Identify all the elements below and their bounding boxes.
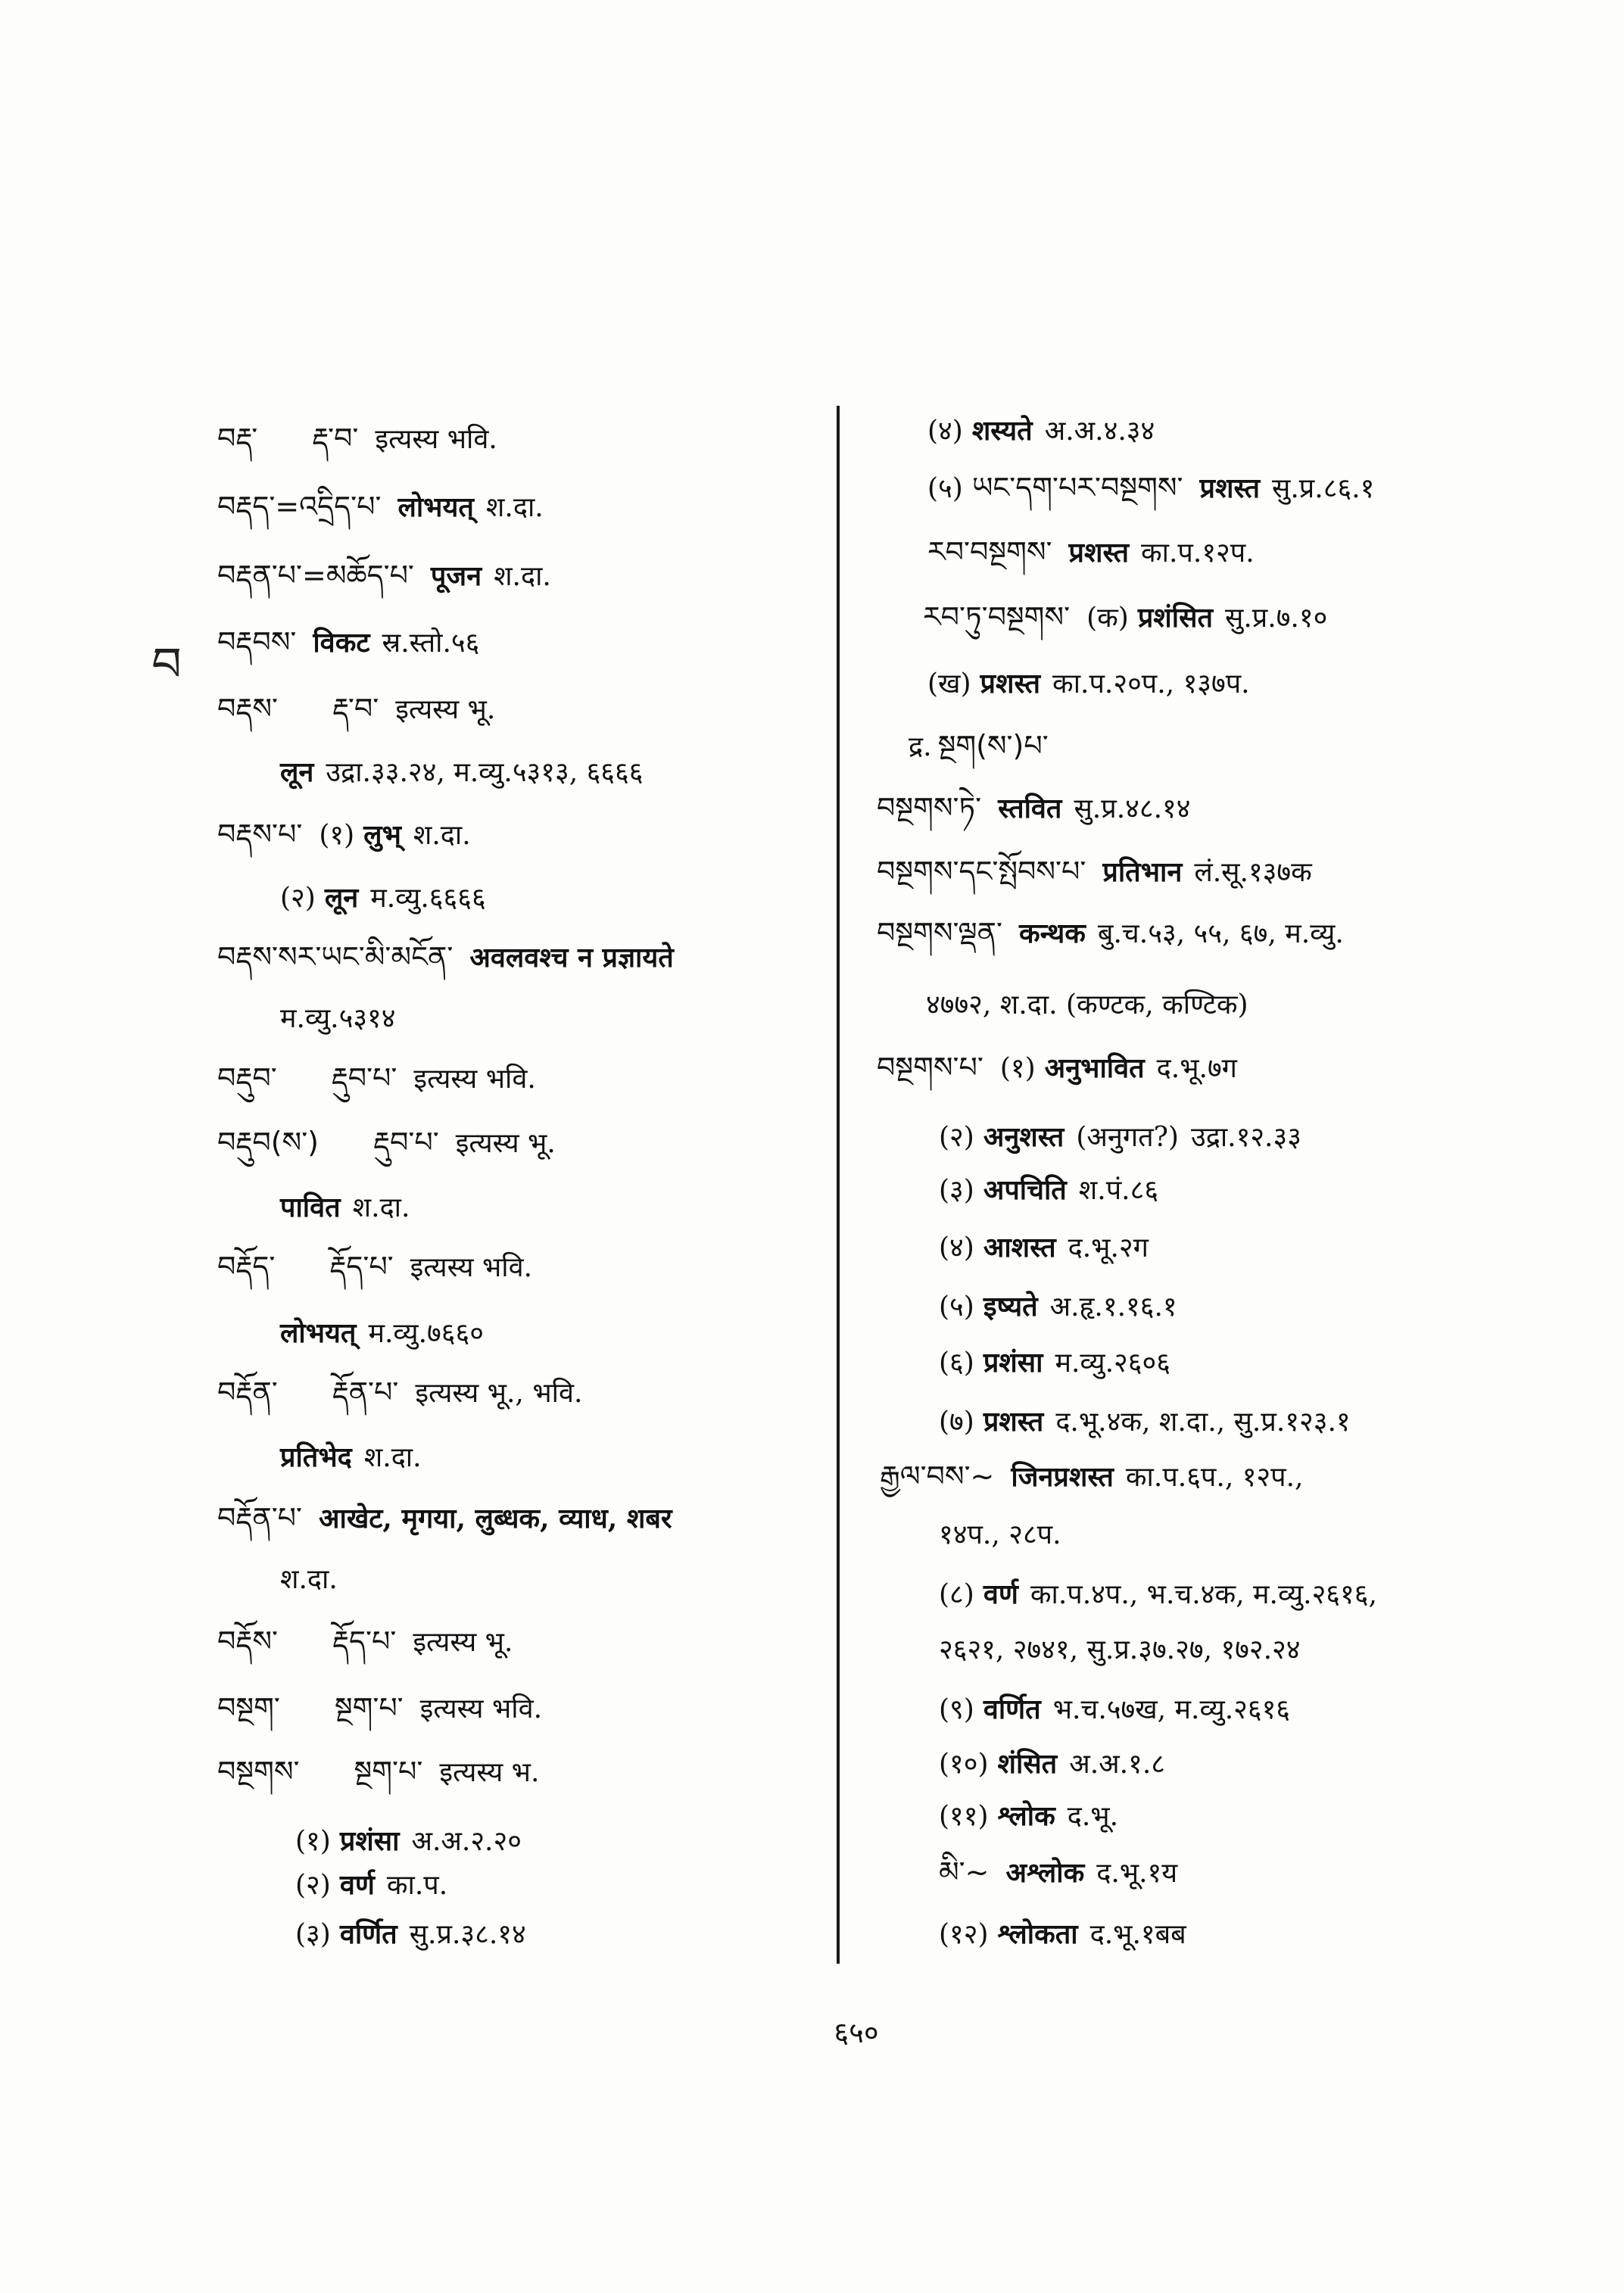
sense-number: (५): [939, 1291, 974, 1323]
source-reference: श.दा.: [363, 1442, 422, 1473]
tibetan-headword: བརྡན་པ་=མཆོད་པ་: [217, 559, 414, 592]
tibetan-root: རྡོད་པ་: [329, 1250, 394, 1283]
sense-number: (१): [319, 820, 355, 851]
source-reference: उद्रा.३३.२४, म.व्यु.५३१३, ६६६६: [326, 757, 644, 788]
tibetan-phrase: ཡང་དག་པར་བསྔགས་: [971, 471, 1183, 504]
tibetan-headword: བསྔགས་པ་: [877, 1051, 983, 1084]
entry-line: [295, 1866, 454, 1904]
source-reference: द.भू.१बब: [1089, 1919, 1186, 1950]
entry-line: [926, 986, 1255, 1024]
tibetan-headword: བརྡད་=འདྲིད་པ་: [217, 490, 382, 523]
page-number: ६५०: [834, 2016, 879, 2049]
sense-number: (क): [1086, 603, 1129, 634]
sanskrit-equivalent: लून: [324, 882, 359, 914]
sanskrit-equivalent: अनुशस्त: [983, 1121, 1064, 1153]
sanskrit-equivalent: प्रशस्त: [980, 668, 1041, 699]
source-reference: श.दा.: [280, 1564, 338, 1595]
tibetan-root: རྡུབ་པ་: [373, 1126, 439, 1159]
source-reference: उद्रा.१२.३३: [1190, 1122, 1301, 1153]
entry-line: [877, 852, 1318, 890]
entry-line: [217, 1499, 684, 1537]
sense-number: (७): [939, 1407, 974, 1438]
grammar-note: इत्यस्य भ.: [439, 1757, 540, 1788]
entry-line: [939, 1853, 1183, 1891]
sanskrit-equivalent: प्रतिभेद: [280, 1441, 352, 1473]
sanskrit-equivalent: पूजन: [430, 560, 482, 592]
sense-number: (४): [927, 416, 963, 447]
source-reference: लं.सू.१३७क: [1194, 857, 1312, 888]
tibetan-root: རྡ་བ་: [312, 422, 359, 455]
sense-number: (३): [939, 1175, 974, 1206]
sanskrit-equivalent: प्रशंसा: [339, 1825, 400, 1857]
sanskrit-equivalent: शंसित: [997, 1748, 1058, 1780]
entry-line: [280, 1561, 344, 1599]
entry-line: [295, 1822, 528, 1860]
source-reference: सु.प्र.३८.१४: [409, 1919, 526, 1950]
tibetan-root: སྔག་པ་: [354, 1755, 423, 1788]
sense-number: (६): [939, 1347, 974, 1379]
entry-line: [217, 1123, 562, 1161]
tibetan-phrase: རྒྱལ་བས་~: [880, 1460, 995, 1493]
tibetan-headword: བསྔགས་ཏེ་: [877, 791, 982, 824]
tibetan-headword: བརྡོན་པ་: [217, 1501, 303, 1534]
source-reference: का.प.२०प., १३७प.: [1052, 668, 1250, 699]
entry-line: [280, 1189, 416, 1226]
alternate-reading: (अनुगत?): [1076, 1122, 1179, 1153]
source-reference: बु.च.५३, ५५, ६७, म.व्यु.: [1097, 918, 1344, 949]
source-reference: श.दा.: [485, 492, 544, 523]
sanskrit-equivalent: प्रशंसा: [983, 1347, 1043, 1379]
tibetan-headword: བརྡོས་: [217, 1625, 278, 1658]
entry-line: [939, 1344, 1177, 1382]
tibetan-headword: བསྔག་: [217, 1691, 280, 1724]
entry-line: [280, 1438, 428, 1476]
source-reference: का.प.६प., १२प.,: [1125, 1462, 1304, 1493]
source-reference: म.व्यु.६६६६: [370, 883, 486, 914]
right-column: [844, 0, 1624, 2293]
sanskrit-equivalent: प्रतिभान: [1102, 856, 1183, 888]
source-reference: द.भू.: [1067, 1801, 1119, 1832]
sanskrit-equivalent: अवलवश्च न प्रज्ञायते: [469, 942, 674, 974]
sanskrit-equivalent: जिनप्रशस्त: [1011, 1461, 1114, 1493]
entry-line: [217, 1059, 542, 1097]
sense-number: (२): [280, 883, 316, 914]
entry-line: [939, 1288, 1183, 1326]
tibetan-headword: བརྡ་: [217, 422, 258, 455]
entry-line: [217, 556, 557, 594]
sanskrit-equivalent: वर्ण: [339, 1869, 375, 1901]
source-reference: द.भू.१य: [1096, 1858, 1178, 1889]
tibetan-headword: བསྔགས་ལྡན་: [877, 916, 1002, 949]
grammar-note: इत्यस्य भवि.: [413, 1064, 536, 1095]
source-reference: श.दा.: [352, 1192, 410, 1223]
sanskrit-equivalent: वर्ण: [983, 1578, 1018, 1610]
source-reference: सु.प्र.४८.१४: [1074, 793, 1191, 824]
entry-line: [217, 1752, 545, 1790]
tibetan-root: རྡུབ་པ་: [331, 1061, 397, 1095]
source-reference: अ.अ.२.२०: [411, 1826, 522, 1857]
grammar-note: इत्यस्य भू.: [395, 694, 496, 725]
sanskrit-equivalent: प्रशस्त: [983, 1406, 1044, 1438]
sense-number: (८): [939, 1579, 974, 1610]
sense-number: (२): [295, 1870, 331, 1901]
source-reference: द.भू.२ग: [1068, 1232, 1149, 1263]
sanskrit-equivalent: प्रशस्त: [1199, 472, 1261, 504]
cross-reference-marker: द्र.: [909, 731, 932, 762]
entry-line: [280, 879, 492, 917]
grammar-note: इत्यस्य भू., भवि.: [415, 1378, 583, 1409]
source-reference: अ.अ.१.८: [1069, 1749, 1165, 1780]
sanskrit-equivalent: विकट: [313, 627, 370, 659]
sanskrit-equivalent: प्रशंसित: [1137, 602, 1213, 634]
entry-line: [927, 412, 1161, 450]
sanskrit-equivalent: पावित: [280, 1192, 341, 1223]
sanskrit-equivalent: आखेट, मृगया, लुब्धक, व्याध, शबर: [319, 1503, 672, 1534]
entry-line: [939, 1403, 1357, 1441]
entry-line: [877, 914, 1350, 952]
sense-number: (१०): [939, 1749, 989, 1780]
sanskrit-equivalent: अनुभावित: [1044, 1052, 1145, 1084]
tibetan-headword: བརྡས་: [217, 692, 278, 725]
entry-line: [217, 1689, 548, 1727]
sanskrit-equivalent: श्लोकता: [997, 1918, 1078, 1950]
sense-number: (३): [295, 1919, 331, 1950]
entry-line: [927, 469, 1380, 506]
sanskrit-equivalent: शस्यते: [971, 415, 1033, 447]
source-reference: का.प.: [386, 1870, 448, 1901]
source-reference: अ.अ.४.३४: [1044, 416, 1155, 447]
source-reference: अ.हृ.१.१६.१: [1049, 1291, 1177, 1323]
source-reference: म.व्यु.५३१४: [280, 1003, 396, 1034]
sanskrit-equivalent: इष्यते: [983, 1291, 1038, 1323]
entry-line: [877, 1048, 1243, 1086]
source-reference: १४प., २८प.: [939, 1519, 1061, 1550]
grammar-note: इत्यस्य भू.: [413, 1627, 513, 1658]
entry-line: [877, 789, 1196, 827]
entry-line: [923, 598, 1333, 636]
entry-line: [280, 1000, 402, 1038]
entry-line: [217, 1622, 519, 1660]
sanskrit-equivalent: लोभयत्: [397, 491, 474, 523]
sense-number: (४): [939, 1232, 974, 1263]
source-reference: म.व्यु.२६०६: [1055, 1347, 1170, 1379]
sanskrit-equivalent: लोभयत्: [280, 1317, 357, 1349]
source-reference: म.व्यु.७६६०: [368, 1318, 484, 1349]
tibetan-phrase: རབ་ཏུ་བསྔགས་: [923, 600, 1071, 634]
source-reference: सु.प्र.७.१०: [1224, 603, 1328, 634]
entry-line: [217, 815, 477, 853]
entry-line: [939, 1575, 1383, 1613]
entry-line: [280, 1314, 490, 1352]
source-reference: श.पं.८६: [1078, 1175, 1159, 1206]
tibetan-root: རྡ་བ་: [332, 692, 379, 725]
tibetan-headword: བརྡོད་: [217, 1250, 276, 1283]
source-reference: श.दा.: [494, 561, 551, 592]
entry-line: [939, 1797, 1124, 1835]
sanskrit-equivalent: स्तवित: [998, 793, 1062, 824]
entry-line: [939, 1516, 1068, 1554]
entry-line: [217, 938, 686, 976]
grammar-note: इत्यस्य भवि.: [375, 424, 497, 455]
entry-line: [217, 623, 485, 661]
sense-number: (१): [295, 1826, 331, 1857]
entry-line: [217, 690, 501, 727]
sense-number: (१२): [939, 1919, 989, 1950]
sanskrit-equivalent: श्लोक: [997, 1800, 1055, 1832]
sense-number: (५): [927, 473, 963, 504]
entry-line: [280, 753, 649, 791]
thumb-index-marker: བ: [145, 634, 188, 695]
sanskrit-equivalent: अपचिति: [983, 1174, 1067, 1206]
tibetan-headword: བརྡབས་: [217, 625, 297, 659]
source-reference: श.दा.: [413, 820, 471, 851]
entry-line: [217, 488, 550, 525]
source-reference: का.प.४प., भ.च.४क, म.व्यु.२६१६,: [1030, 1579, 1377, 1610]
source-reference: द.भू.४क, श.दा., सु.प्र.१२३.१: [1055, 1407, 1351, 1438]
grammar-note: इत्यस्य भवि.: [419, 1693, 543, 1724]
entry-line: [927, 665, 1256, 703]
entry-line: [927, 533, 1261, 571]
entry-line: [939, 1745, 1171, 1783]
entry-line: [939, 1631, 1307, 1669]
tibetan-phrase: སྔག(ས་)པ་: [937, 729, 1049, 762]
tibetan-headword: བརྡས་པ་: [217, 818, 303, 851]
entry-line: [295, 1915, 532, 1953]
entry-line: [217, 1373, 588, 1411]
source-reference: भ.च.५७ख, म.व्यु.२६१६: [1052, 1694, 1291, 1725]
tibetan-headword: བརྡོན་: [217, 1375, 278, 1409]
grammar-note: इत्यस्य भू.: [455, 1128, 556, 1159]
sense-number: (२): [939, 1122, 974, 1153]
tibetan-root: རྡོན་པ་: [332, 1375, 399, 1409]
tibetan-headword: བརྡུབ(ས་): [217, 1126, 319, 1159]
entry-line: [939, 1229, 1155, 1266]
source-reference: २६२१, २७४१, सु.प्र.३७.२७, १७२.२४: [939, 1634, 1301, 1665]
entry-line: [939, 1915, 1192, 1953]
sanskrit-equivalent: आशस्त: [983, 1232, 1056, 1263]
tibetan-headword: བརྡུབ་: [217, 1061, 277, 1095]
source-reference: सु.प्र.८६.१: [1272, 473, 1375, 504]
tibetan-headword: བསྔགས་དང་སྤོབས་པ་: [877, 855, 1086, 888]
sanskrit-equivalent: कन्थक: [1019, 918, 1086, 949]
entry-line: [909, 727, 1065, 765]
sense-number: (१): [999, 1053, 1036, 1084]
entry-line: [880, 1457, 1310, 1495]
tibetan-root: སྔག་པ་: [334, 1691, 404, 1724]
sanskrit-equivalent: लून: [280, 756, 314, 788]
tibetan-phrase: མི་~: [939, 1855, 990, 1889]
sanskrit-equivalent: अश्लोक: [1005, 1857, 1085, 1889]
sense-number: (९): [939, 1694, 974, 1725]
sanskrit-equivalent: लुभ्: [363, 819, 401, 851]
grammar-note: इत्यस्य भवि.: [410, 1252, 533, 1283]
entry-line: [939, 1171, 1164, 1209]
entry-line: [217, 419, 503, 457]
source-reference: का.प.१२प.: [1141, 537, 1255, 569]
sense-number: (ख): [927, 668, 971, 699]
source-reference: ४७७२, श.दा. (कण्टक, कण्टिक): [926, 989, 1248, 1020]
entry-line: [939, 1690, 1296, 1728]
sanskrit-equivalent: वर्णित: [983, 1693, 1041, 1725]
source-reference: द.भू.७ग: [1156, 1053, 1237, 1084]
tibetan-phrase: རབ་བསྔགས་: [927, 535, 1052, 569]
tibetan-headword: བསྔགས་: [217, 1755, 300, 1788]
entry-line: [939, 1118, 1308, 1156]
sanskrit-equivalent: प्रशस्त: [1068, 537, 1130, 569]
sense-number: (११): [939, 1801, 989, 1832]
entry-line: [217, 1248, 538, 1285]
source-reference: स्र.स्तो.५६: [382, 628, 480, 659]
sanskrit-equivalent: वर्णित: [339, 1918, 397, 1950]
tibetan-headword: བརྡས་སར་ཡང་མི་མངོན་: [217, 940, 454, 974]
tibetan-root: རྡོད་པ་: [332, 1625, 397, 1658]
column-divider: [837, 406, 840, 1964]
